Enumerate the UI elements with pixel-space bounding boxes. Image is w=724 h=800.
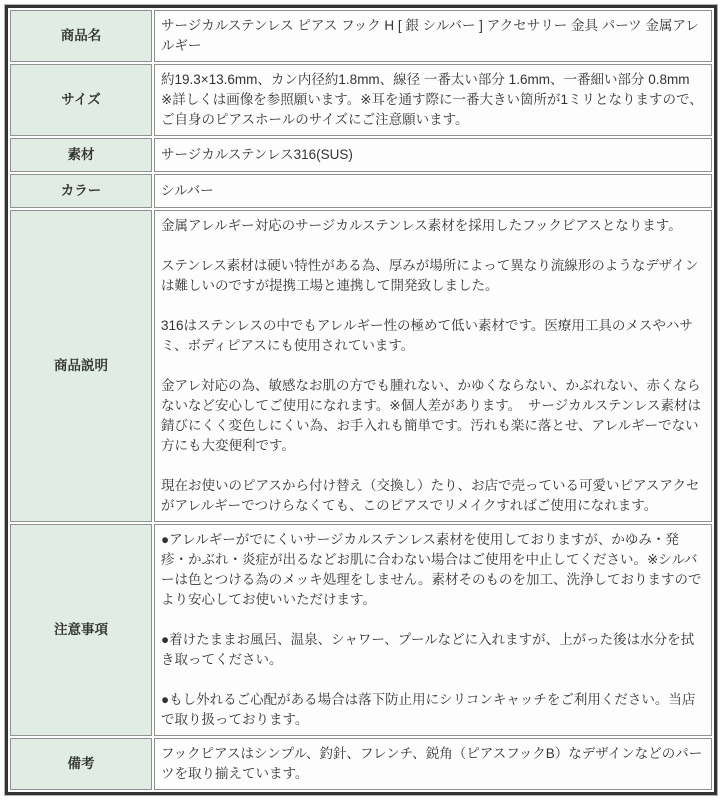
row-label-description: 商品説明 (10, 210, 152, 522)
row-value-description (154, 210, 712, 522)
row-value-material (154, 138, 712, 172)
spec-row-remarks (10, 738, 712, 790)
row-label-remarks: 備考 (10, 738, 152, 790)
row-value-precautions (154, 524, 712, 736)
row-value-remarks (154, 738, 712, 790)
paragraph: サージカルステンレス316(SUS) (161, 147, 353, 162)
spec-row-precautions (10, 524, 712, 736)
paragraph: ステンレス素材は硬い特性がある為、厚みが場所によって異なり流線形のようなデザインは難しいのですが提携工場と連携して開発致しました。 (161, 258, 699, 293)
product-spec-table (5, 5, 717, 795)
paragraph: ●もし外れるご心配がある場合は落下防止用にシリコンキャッチをご利用ください。当店で取り扱っております。 (161, 692, 696, 727)
spec-row-description (10, 210, 712, 522)
row-label-material: 素材 (10, 138, 152, 172)
spec-row-color (10, 174, 712, 208)
row-label-color: カラー (10, 174, 152, 208)
paragraph: ●着けたままお風呂、温泉、シャワー、プールなどに入れますが、上がった後は水分を拭き取ってください。 (161, 632, 695, 667)
row-label-size: サイズ (10, 64, 152, 136)
spec-row-product-name (10, 10, 712, 62)
spec-row-size (10, 64, 712, 136)
row-value-product-name (154, 10, 712, 62)
paragraph: 金属アレルギー対応のサージカルステンレス素材を採用したフックピアスとなります。 (161, 218, 682, 233)
row-value-color (154, 174, 712, 208)
paragraph: 約19.3×13.6mm、カン内径約1.8mm、線径 一番太い部分 1.6mm、一番細い部分 0.8mm ※詳しくは画像を参照願います。※耳を通す際に一番大きい箇所が1ミリとなりますので、ご自身のピアスホールのサイズにご注意願います。 (161, 72, 703, 127)
paragraph: シルバー (161, 183, 214, 198)
spec-row-material (10, 138, 712, 172)
row-value-size (154, 64, 712, 136)
paragraph: ●アレルギーがでにくいサージカルステンレス素材を使用しておりますが、かゆみ・発疹・かぶれ・炎症が出るなどお肌に合わない場合はご使用を中止してください。※シルバーは色とつける為のメッキ処理をしません。素材そのものを加工、洗浄しておりますのでより安心してお使いいただけます。 (161, 532, 702, 607)
paragraph: フックピアスはシンプル、釣針、フレンチ、鋭角（ピアスフックB）なデザインなどのパーツを取り揃えています。 (161, 746, 703, 781)
paragraph: サージカルステンレス ピアス フック H [ 銀 シルバー ] アクセサリー 金具 パーツ 金属アレルギー (161, 18, 699, 53)
paragraph: 316はステンレスの中でもアレルギー性の極めて低い素材です。医療用工具のメスやハサミ、ボディピアスにも使用されています。 (161, 318, 693, 353)
paragraph: 現在お使いのピアスから付け替え（交換し）たり、お店で売っている可愛いピアスアクセがアレルギーでつけらなくても、このピアスでリメイクすればご使用になれます。 (161, 478, 700, 513)
row-label-product-name: 商品名 (10, 10, 152, 62)
paragraph: 金アレ対応の為、敏感なお肌の方でも腫れない、かゆくならない、かぶれない、赤くならないなど安心してご使用になれます。※個人差があります。 サージカルステンレス素材は錆びにくく変色しにくい為、お手入れも簡単です。汚れも楽に落とせ、アレルギーでない方にも大変便利です。 (161, 378, 702, 453)
row-label-precautions: 注意事項 (10, 524, 152, 736)
